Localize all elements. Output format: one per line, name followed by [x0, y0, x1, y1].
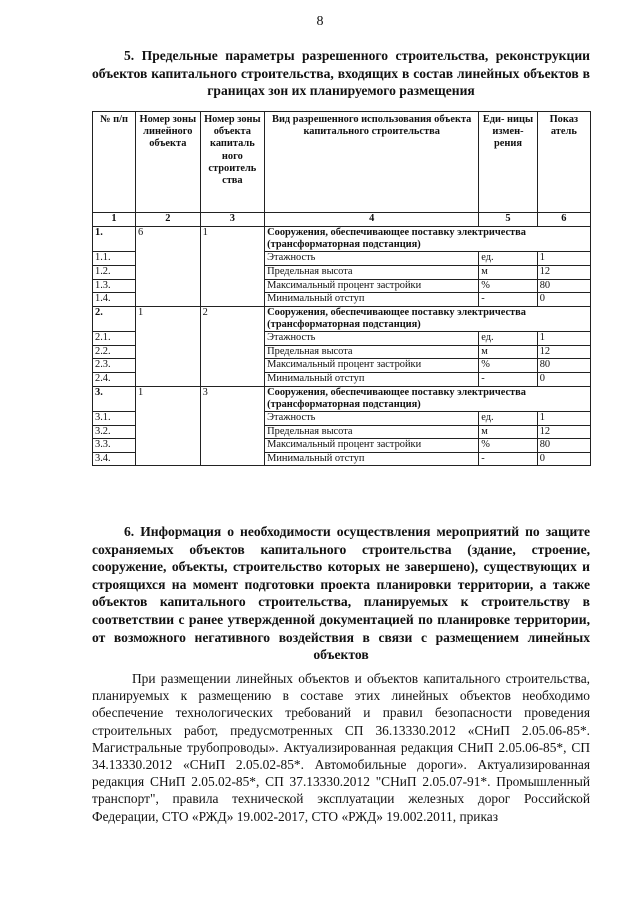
table-group-row [93, 227, 591, 252]
parameter-unit: ед. [479, 252, 537, 266]
header-num: № п/п [93, 112, 136, 213]
parameter-unit: ед. [479, 411, 537, 425]
section-5-number: 5. [124, 48, 135, 63]
group-number: 1. [93, 227, 136, 252]
section-6-title: Информация о необходимости осуществления мероприятий по защите сохраняемых объектов капитального строительства (здание, строение, сооружение, объекты, строительство которых не завершено), существующих и строящихся на момент подготовки проекта планировки территории, а также объектов капитального строительства, планируемых к строительству в соответствии с ранее утвержденной документацией по планировке территории, от возможного негативного воздействия в связи с размещением линейных объектов [92, 524, 591, 663]
row-number: 1.4. [93, 293, 136, 307]
parameter-unit: % [479, 359, 537, 373]
parameter-name: Максимальный процент застройки [265, 279, 479, 293]
row-number: 2.1. [93, 332, 136, 346]
parameter-value: 0 [537, 452, 590, 466]
parameter-name: Минимальный отступ [265, 372, 479, 386]
parameter-name: Этажность [265, 411, 479, 425]
parameter-value: 80 [537, 359, 590, 373]
table-header-row [93, 112, 591, 213]
row-number: 3.2. [93, 425, 136, 439]
parameter-name: Максимальный процент застройки [265, 439, 479, 453]
body-paragraph [92, 670, 590, 825]
row-number: 1.1. [93, 252, 136, 266]
section-6-heading [92, 523, 590, 664]
page-number: 8 [316, 14, 324, 29]
table-group-row [93, 306, 591, 331]
header-usage-type: Вид разрешенного использования объекта капитального строительства [265, 112, 479, 213]
parameter-unit: % [479, 439, 537, 453]
index-cell: 1 [93, 213, 136, 227]
header-value: Показ атель [537, 112, 590, 213]
zone-object-cell: 1 [200, 227, 265, 307]
group-number: 2. [93, 306, 136, 331]
zone-linear-cell: 1 [136, 386, 201, 466]
parameter-value: 80 [537, 439, 590, 453]
parameter-unit: ед. [479, 332, 537, 346]
table-index-row [93, 213, 591, 227]
zone-object-cell: 2 [200, 306, 265, 386]
parameter-unit: % [479, 279, 537, 293]
parameter-value: 12 [537, 345, 590, 359]
group-number: 3. [93, 386, 136, 411]
parameter-unit: м [479, 425, 537, 439]
index-cell: 4 [265, 213, 479, 227]
parameter-name: Этажность [265, 252, 479, 266]
parameter-name: Минимальный отступ [265, 293, 479, 307]
parameters-table [92, 111, 591, 466]
row-number: 2.4. [93, 372, 136, 386]
row-number: 1.2. [93, 266, 136, 280]
header-zone-linear: Номер зоны линейного объекта [136, 112, 201, 213]
table-body [93, 213, 591, 466]
group-title: Сооружения, обеспечивающее поставку электричества (трансформаторная подстанция) [265, 386, 591, 411]
group-title: Сооружения, обеспечивающее поставку электричества (трансформаторная подстанция) [265, 227, 591, 252]
parameter-unit: м [479, 345, 537, 359]
parameter-value: 80 [537, 279, 590, 293]
zone-linear-cell: 6 [136, 227, 201, 307]
parameter-name: Минимальный отступ [265, 452, 479, 466]
zone-linear-cell: 1 [136, 306, 201, 386]
body-paragraph-text: При размещении линейных объектов и объектов капитального строительства, планируемых к размещению в составе этих линейных объектов необходимо обеспечение технологических требований и правил безопасности проведения строительных работ, предусмотренных СП 36.13330.2012 «СНиП 2.05.06-85*. Магистральные трубопроводы». Актуализированная редакция СНиП 2.05.06-85*, СП 34.13330.2012 «СНиП 2.05.02-85*. Автомобильные дороги». Актуализированная редакция СНиП 2.05.02-85*, СП 37.13330.2012 "СНиП 2.05.07-91*. Промышленный транспорт", правила технической эксплуатации железных дорог Российской Федерации, СТО «РЖД» 19.002-2017, СТО «РЖД» 19.002.2011, приказ [92, 671, 590, 824]
parameter-value: 12 [537, 266, 590, 280]
parameter-value: 1 [537, 252, 590, 266]
row-number: 3.3. [93, 439, 136, 453]
table-group-row [93, 386, 591, 411]
row-number: 2.3. [93, 359, 136, 373]
header-zone-object: Номер зоны объекта капиталь ного строитель ства [200, 112, 265, 213]
index-cell: 5 [479, 213, 537, 227]
parameter-unit: - [479, 293, 537, 307]
parameter-value: 12 [537, 425, 590, 439]
zone-object-cell: 3 [200, 386, 265, 466]
parameter-value: 1 [537, 411, 590, 425]
group-title: Сооружения, обеспечивающее поставку электричества (трансформаторная подстанция) [265, 306, 591, 331]
section-5-heading [92, 47, 590, 100]
row-number: 2.2. [93, 345, 136, 359]
row-number: 3.1. [93, 411, 136, 425]
parameter-unit: - [479, 372, 537, 386]
index-cell: 3 [200, 213, 265, 227]
parameter-value: 0 [537, 372, 590, 386]
parameter-value: 1 [537, 332, 590, 346]
section-6-number: 6. [124, 524, 135, 539]
parameter-name: Предельная высота [265, 425, 479, 439]
index-cell: 6 [537, 213, 590, 227]
index-cell: 2 [136, 213, 201, 227]
parameter-name: Предельная высота [265, 345, 479, 359]
section-5-title: Предельные параметры разрешенного строительства, реконструкции объектов капитального строительства, входящих в состав линейных объектов в границах зон их планируемого размещения [92, 48, 590, 99]
header-unit: Еди- ницы измен- рения [479, 112, 537, 213]
parameter-value: 0 [537, 293, 590, 307]
parameter-unit: м [479, 266, 537, 280]
parameter-unit: - [479, 452, 537, 466]
row-number: 3.4. [93, 452, 136, 466]
parameter-name: Максимальный процент застройки [265, 359, 479, 373]
row-number: 1.3. [93, 279, 136, 293]
parameter-name: Этажность [265, 332, 479, 346]
parameter-name: Предельная высота [265, 266, 479, 280]
